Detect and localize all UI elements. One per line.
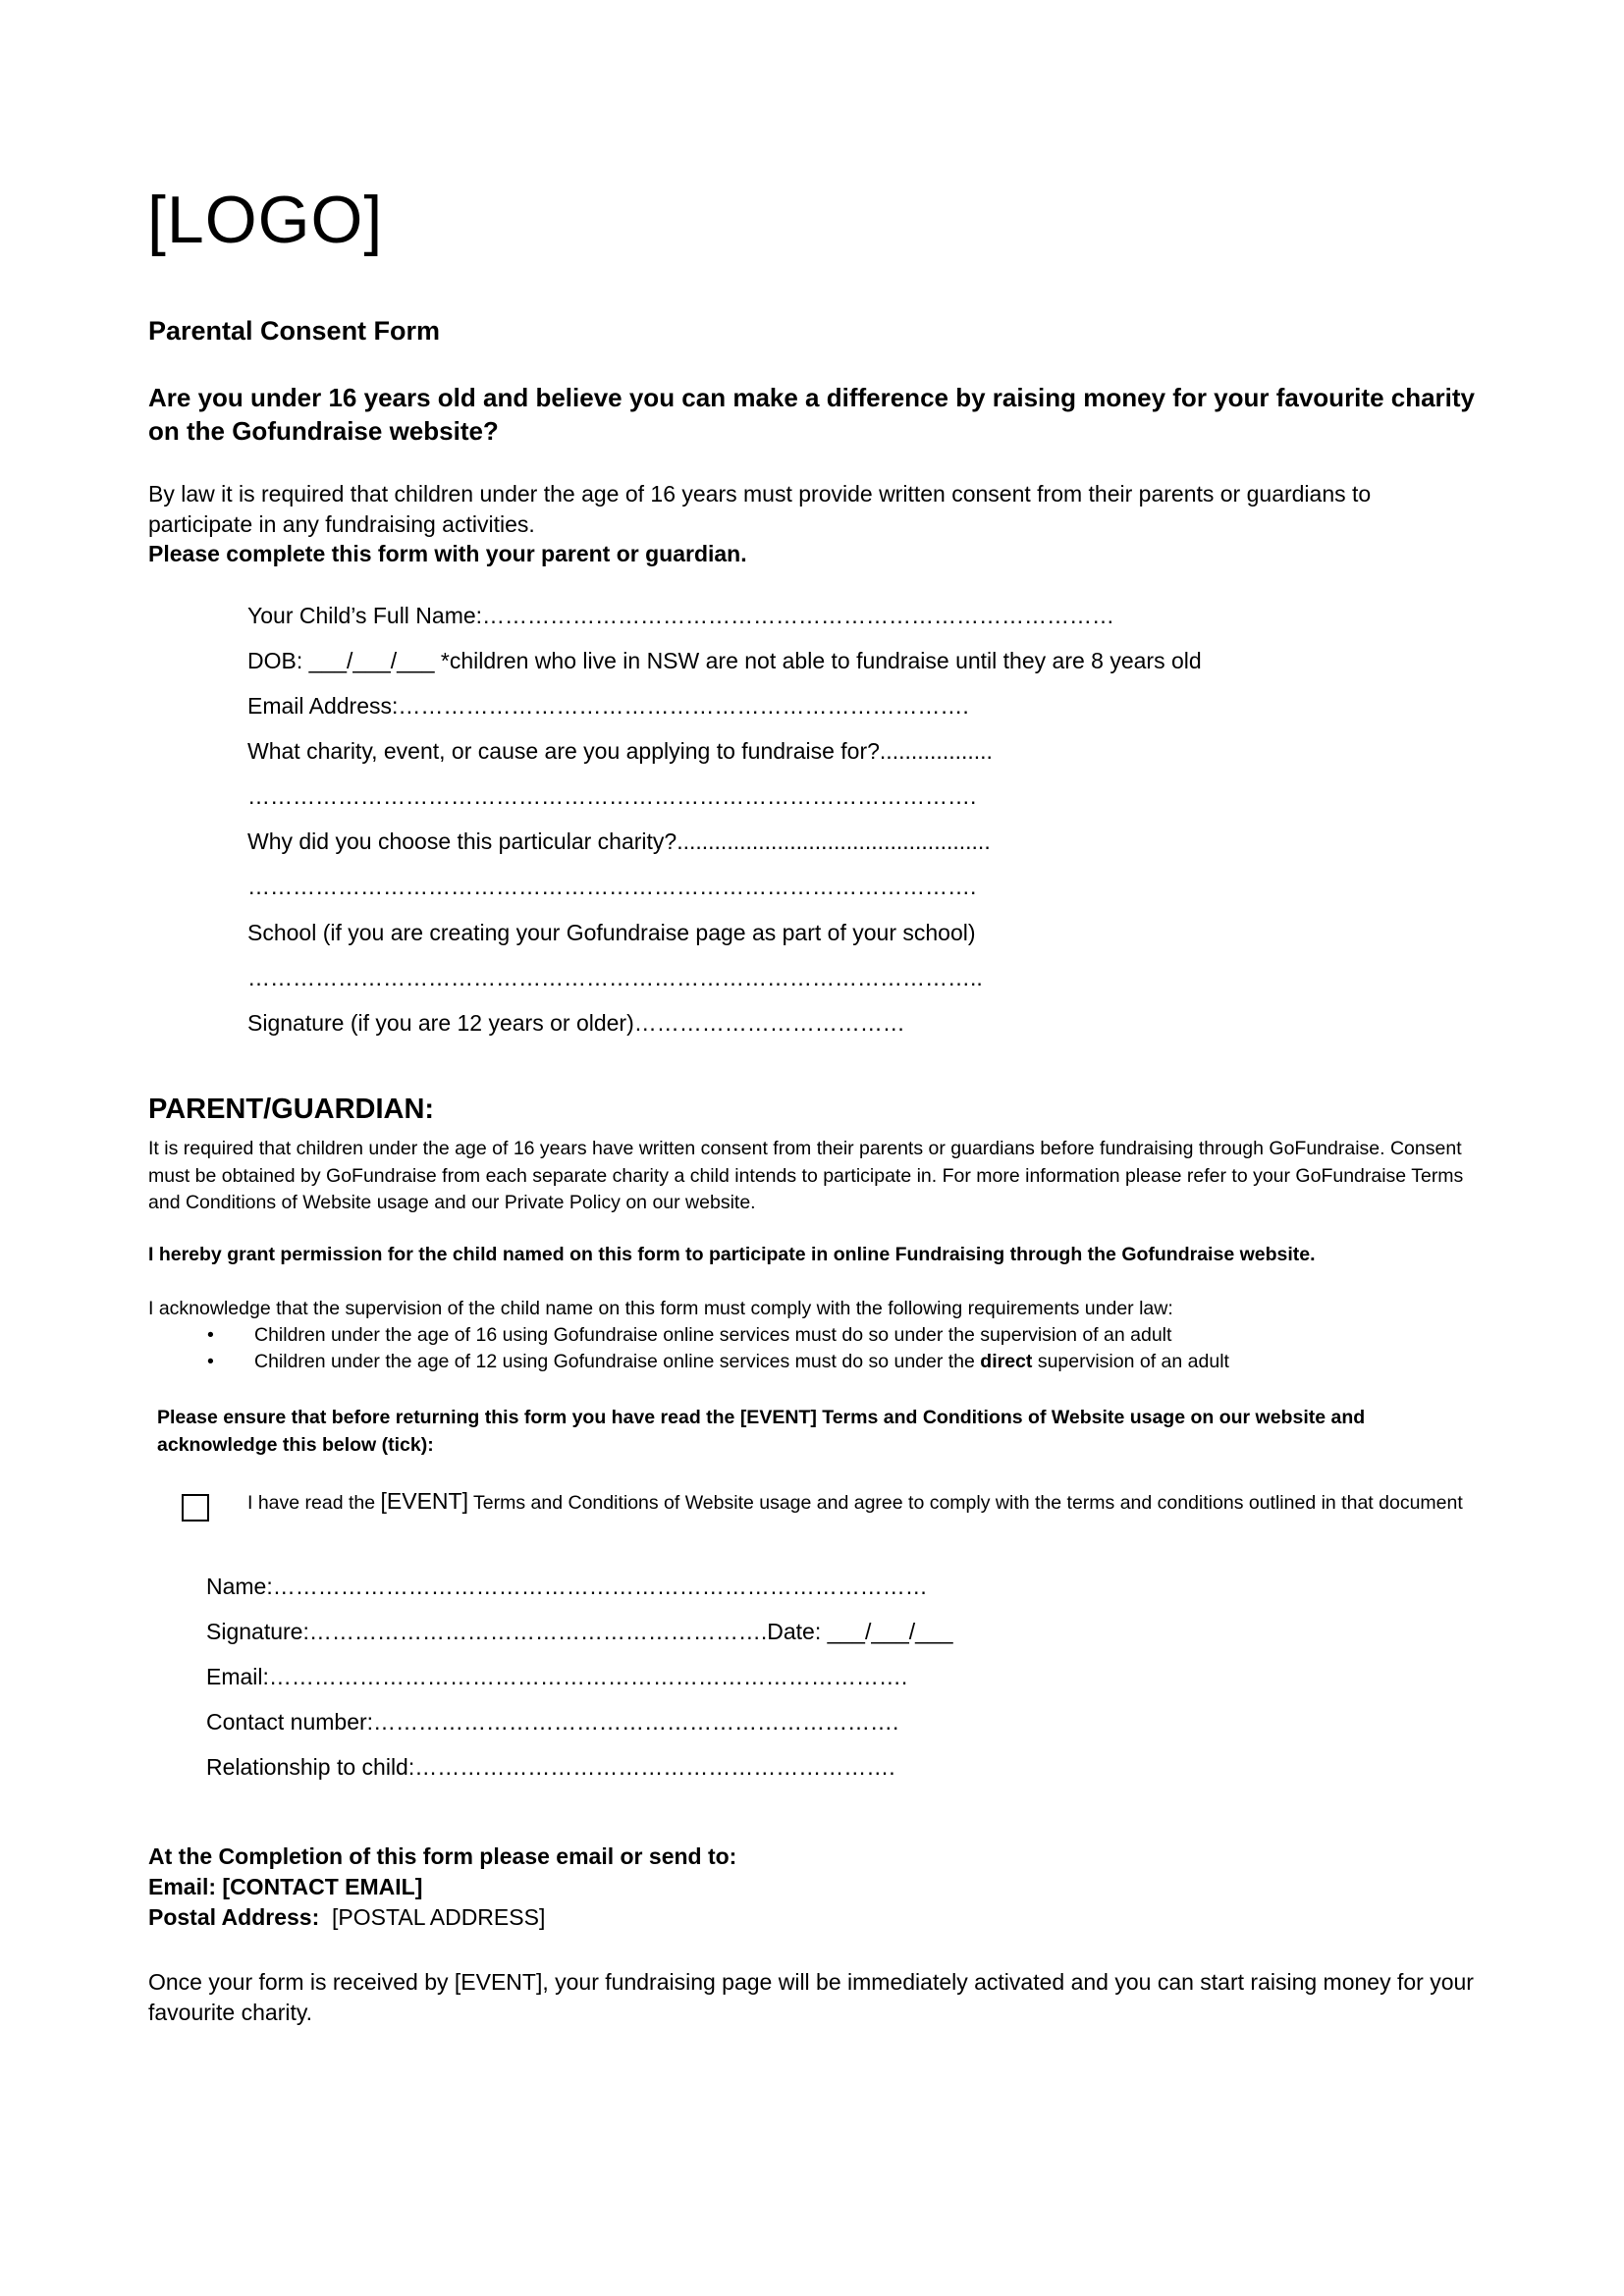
child-signature-field[interactable]: Signature (if you are 12 years or older)……………………………… — [247, 1010, 905, 1036]
intro-instruction: Please complete this form with your parent or guardian. — [148, 541, 747, 566]
postal-address-value: [POSTAL ADDRESS] — [332, 1904, 546, 1930]
list-item — [207, 1324, 1171, 1347]
list-item — [207, 1351, 1229, 1373]
relationship-to-child-field[interactable]: Relationship to child:………………………………………………………. — [206, 1754, 895, 1780]
terms-checkbox[interactable] — [182, 1494, 209, 1522]
agree-event: [EVENT] — [380, 1488, 468, 1514]
school-field[interactable]: School (if you are creating your Gofundraise page as part of your school) — [247, 920, 976, 945]
bullet-marker: • — [207, 1351, 214, 1372]
charity-question-field[interactable]: What charity, event, or cause are you applying to fundraise for?.................. — [247, 738, 993, 764]
completion-heading: At the Completion of this form please email or send to: — [148, 1843, 737, 1869]
why-charity-answer-line[interactable]: ……………………………………………………………………………………. — [247, 874, 977, 899]
child-full-name-field[interactable]: Your Child’s Full Name:………………………………………………………………………… — [247, 603, 1115, 628]
intro-paragraph: By law it is required that children under the age of 16 years must provide written consent from their parents or guardians to participate in any fundraising activities. — [148, 481, 1372, 537]
page-title: Parental Consent Form — [148, 316, 441, 346]
bullet-marker: • — [207, 1324, 214, 1346]
logo-placeholder: [LOGO] — [147, 183, 384, 257]
child-email-field[interactable]: Email Address:…………………………………………………………………. — [247, 693, 969, 719]
intro-question: Are you under 16 years old and believe you can make a difference by raising money for your favourite charity on the Gofundraise website? — [148, 383, 1476, 446]
charity-answer-line[interactable]: ……………………………………………………………………………………. — [247, 783, 977, 809]
bullet-emphasis: direct — [980, 1351, 1033, 1372]
why-charity-field[interactable]: Why did you choose this particular charity?.................................................. — [247, 828, 991, 854]
ensure-instruction: Please ensure that before returning this form you have read the [EVENT] Terms and Conditions of Website usage on our website and acknowledge this below (tick): — [157, 1407, 1366, 1456]
postal-address — [148, 1904, 545, 1931]
parent-legal-paragraph: It is required that children under the age of 16 years have written consent from their parents or guardians before fundraising through GoFundraise. Consent must be obtained by GoFundraise from each separate charity a child intends to participate in. For more information please refer to your GoFundraise Terms and Conditions of Website usage and our Private Policy on our website. — [148, 1138, 1464, 1213]
bullet-text: Children under the age of 12 using Gofundraise online services must do so under the — [254, 1351, 981, 1372]
closing-paragraph: Once your form is received by [EVENT], your fundraising page will be immediately activated and you can start raising money for your favourite charity. — [148, 1969, 1474, 2025]
grant-permission-statement: I hereby grant permission for the child named on this form to participate in online Fundraising through the Gofundraise website. — [148, 1244, 1316, 1265]
bullet-text: supervision of an adult — [1032, 1351, 1229, 1372]
child-dob-field[interactable]: DOB: ___/___/___ *children who live in NSW are not able to fundraise until they are 8 years old — [247, 648, 1202, 673]
guardian-contact-number-field[interactable]: Contact number:……………………………………………………………. — [206, 1709, 899, 1735]
agree-text: Terms and Conditions of Website usage and agree to comply with the terms and conditions outlined in that document — [467, 1492, 1463, 1514]
school-answer-line[interactable]: …………………………………………………………………………………….. — [247, 965, 983, 990]
agree-text: I have read the — [247, 1492, 381, 1514]
guardian-signature-date-field[interactable]: Signature:…………………………………………………….Date: ___/___/___ — [206, 1619, 953, 1644]
parent-guardian-heading: PARENT/GUARDIAN: — [148, 1094, 435, 1125]
guardian-email-field[interactable]: Email:…………………………………………………………………………. — [206, 1664, 908, 1689]
acknowledge-statement: I acknowledge that the supervision of the child name on this form must comply with the following requirements under law: — [148, 1298, 1173, 1319]
bullet-text: Children under the age of 16 using Gofundraise online services must do so under the supervision of an adult — [254, 1324, 1172, 1346]
contact-email: Email: [CONTACT EMAIL] — [148, 1874, 423, 1899]
postal-address-label: Postal Address: — [148, 1904, 320, 1930]
terms-agreement-label — [247, 1487, 1465, 1517]
guardian-name-field[interactable]: Name:…………………………………………………………………………… — [206, 1574, 928, 1599]
